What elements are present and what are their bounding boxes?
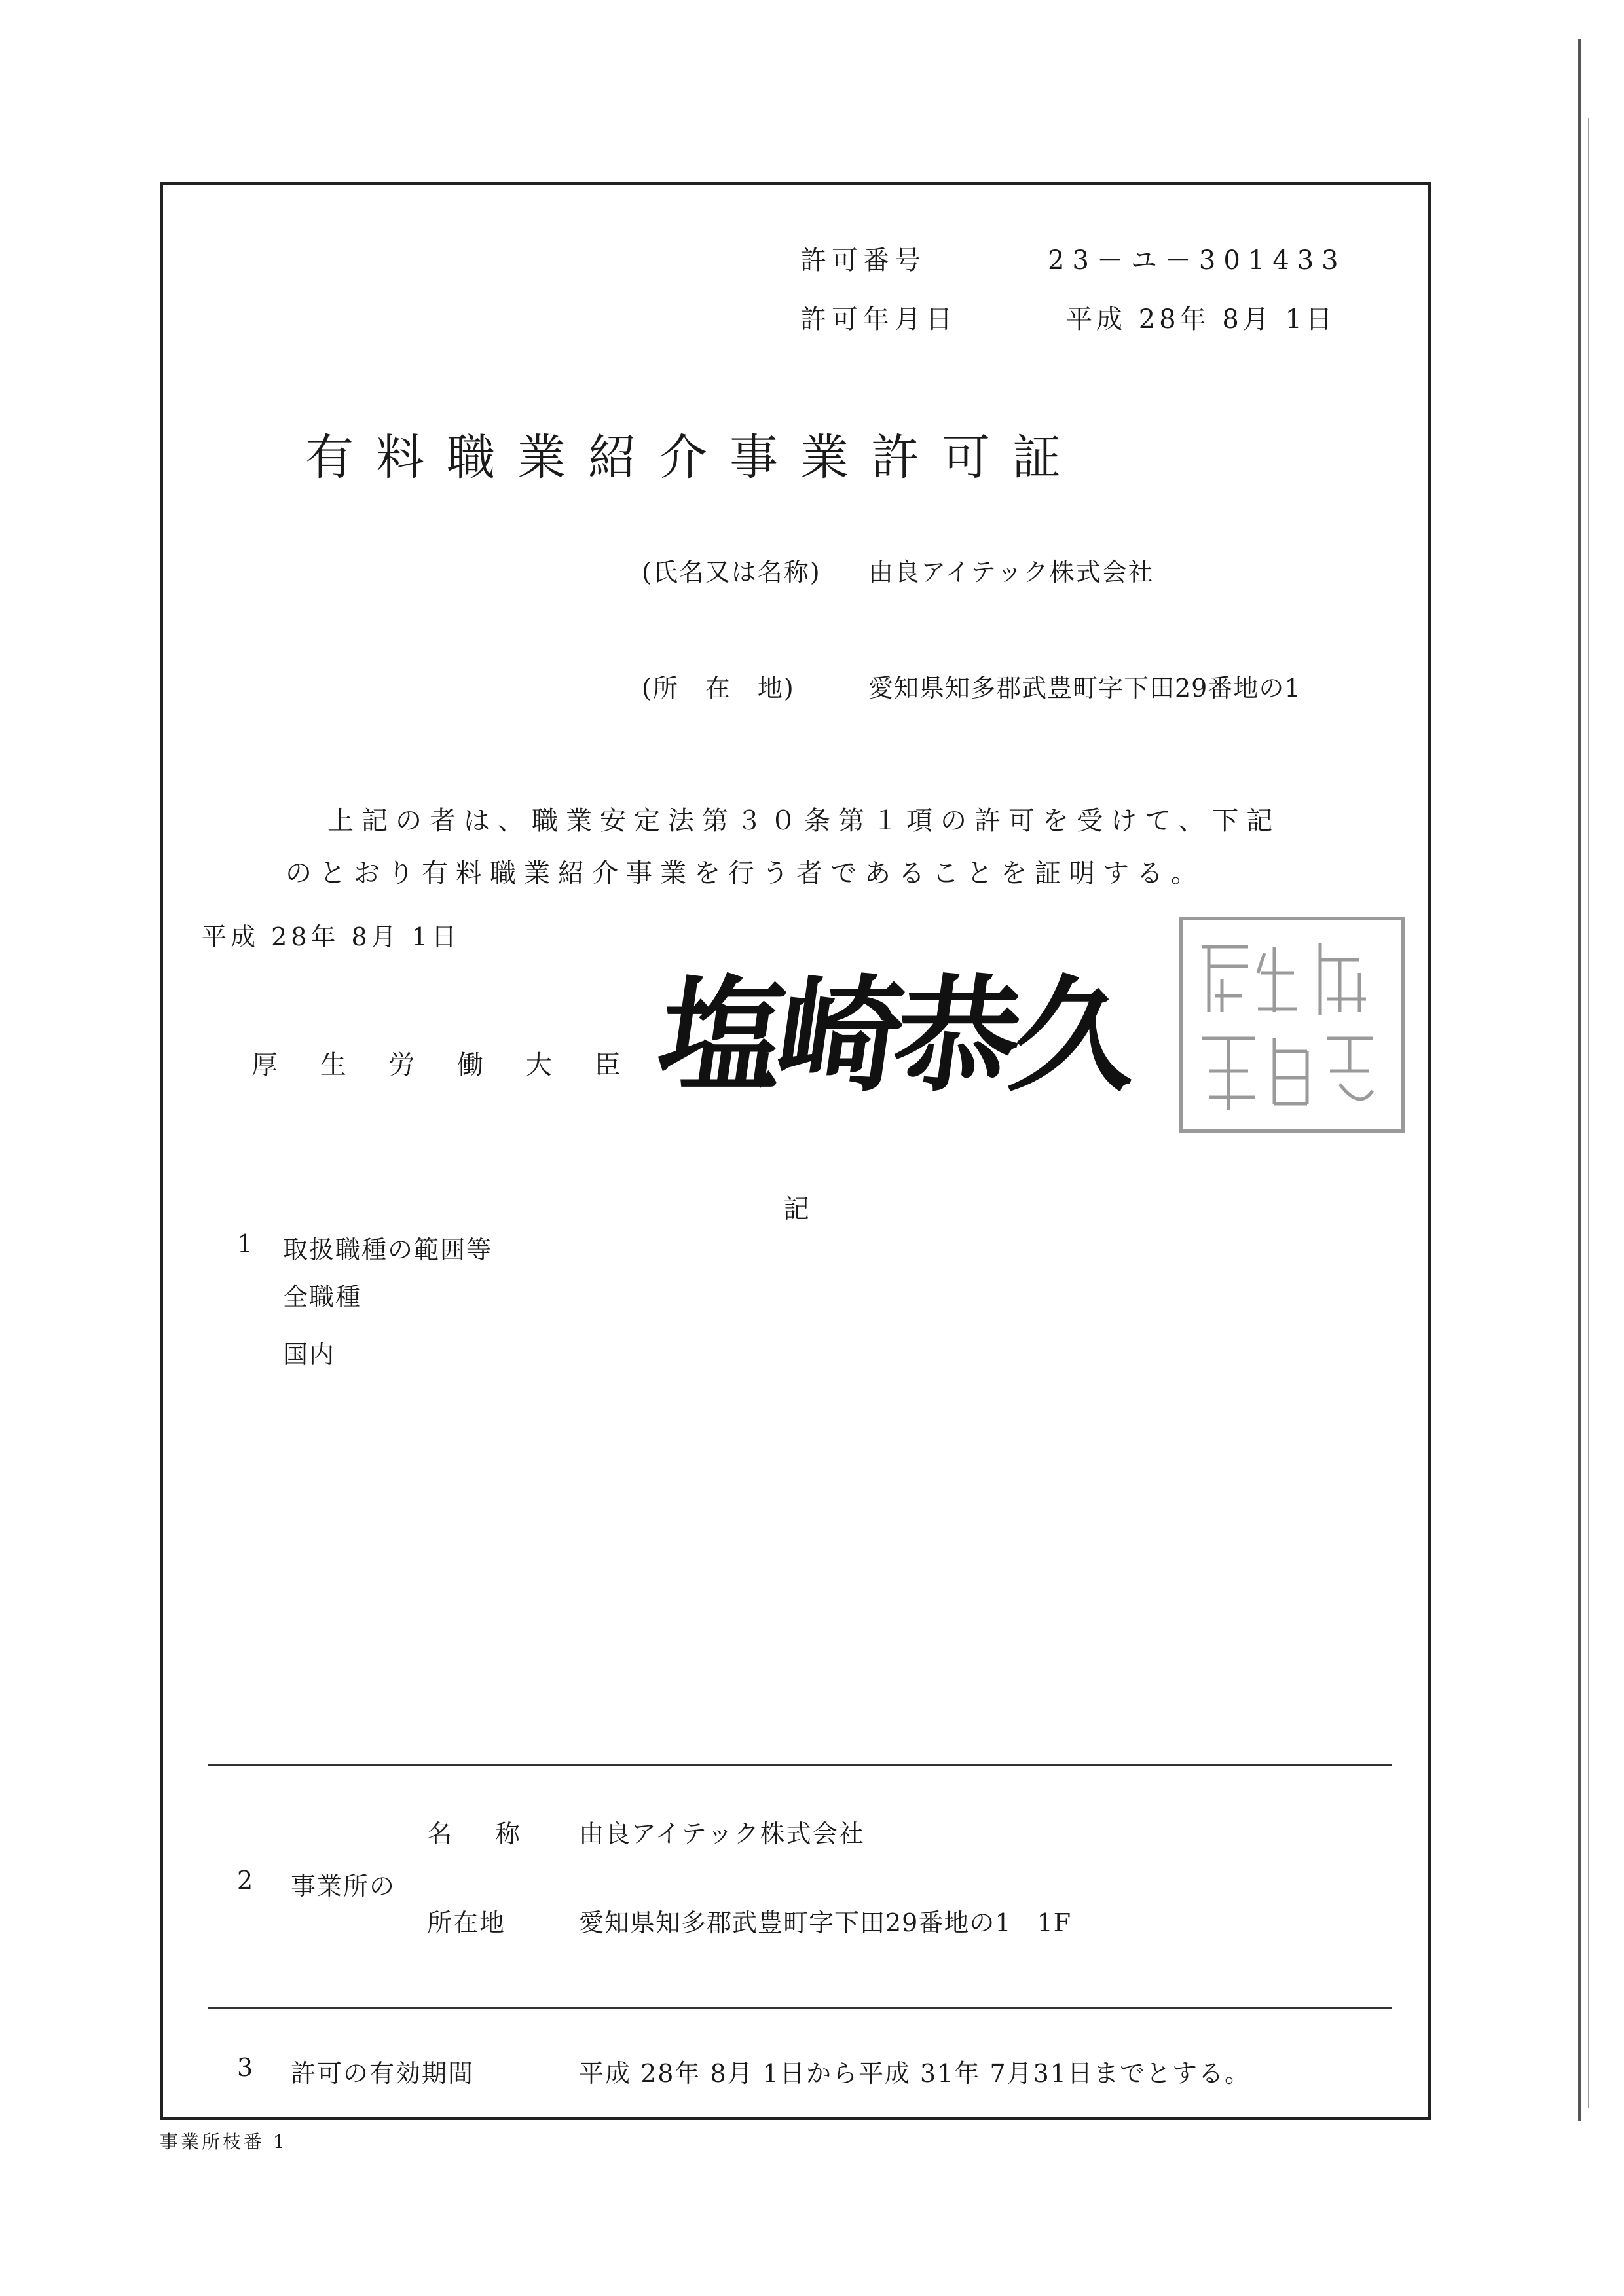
section1-number: 1 bbox=[237, 1230, 253, 1258]
section2-address-value: 愛知県知多郡武豊町字下田29番地の1 1F bbox=[579, 1908, 1072, 1937]
section1-heading: 取扱職種の範囲等 bbox=[283, 1235, 493, 1264]
official-seal-stamp bbox=[1179, 917, 1405, 1133]
holder-address-label: (所 在 地) bbox=[642, 674, 795, 702]
permit-number-value: 23－ユ－301433 bbox=[1048, 246, 1346, 276]
section2-name-value: 由良アイテック株式会社 bbox=[579, 1819, 865, 1848]
section2-number: 2 bbox=[237, 1866, 253, 1895]
holder-name-label: (氏名又は名称) bbox=[642, 558, 821, 587]
page-edge-line-inner bbox=[1588, 118, 1589, 2108]
section1-item-domestic: 国内 bbox=[283, 1340, 336, 1369]
permit-date-value: 平成 28年 8月 1日 bbox=[1066, 304, 1336, 335]
certification-line-2: のとおり有料職業紹介事業を行う者であることを証明する。 bbox=[286, 858, 1205, 888]
branch-number-footer: 事業所枝番 1 bbox=[160, 2131, 287, 2153]
minister-title: 厚 生 労 働 大 臣 bbox=[251, 1050, 638, 1080]
permit-date-label: 許可年月日 bbox=[800, 304, 957, 335]
section3-value: 平成 28年 8月 1日から平成 31年 7月31日までとする。 bbox=[579, 2059, 1251, 2088]
section2-address-label: 所在地 bbox=[427, 1908, 506, 1937]
page-edge-line bbox=[1578, 39, 1581, 2121]
holder-address-value: 愛知県知多郡武豊町字下田29番地の1 bbox=[868, 674, 1301, 702]
certification-line-1: 上記の者は、職業安定法第３０条第１項の許可を受けて、下記 bbox=[327, 806, 1281, 836]
divider-line bbox=[208, 1764, 1392, 1766]
section2-heading: 事業所の bbox=[291, 1872, 396, 1901]
issue-date: 平成 28年 8月 1日 bbox=[202, 922, 460, 951]
holder-name-value: 由良アイテック株式会社 bbox=[868, 558, 1154, 587]
section2-name-label: 名 称 bbox=[427, 1819, 530, 1848]
certificate-title: 有料職業紹介事業許可証 bbox=[305, 429, 1083, 486]
seal-glyphs-icon bbox=[1183, 920, 1401, 1129]
ki-label: 記 bbox=[783, 1194, 809, 1224]
minister-signature: 塩崎恭久 bbox=[650, 962, 1142, 1108]
divider-line bbox=[208, 2007, 1392, 2009]
section3-number: 3 bbox=[237, 2053, 253, 2082]
section3-heading: 許可の有効期間 bbox=[291, 2059, 475, 2088]
permit-number-label: 許可番号 bbox=[800, 246, 926, 276]
section1-item-all-occupations: 全職種 bbox=[283, 1283, 362, 1311]
